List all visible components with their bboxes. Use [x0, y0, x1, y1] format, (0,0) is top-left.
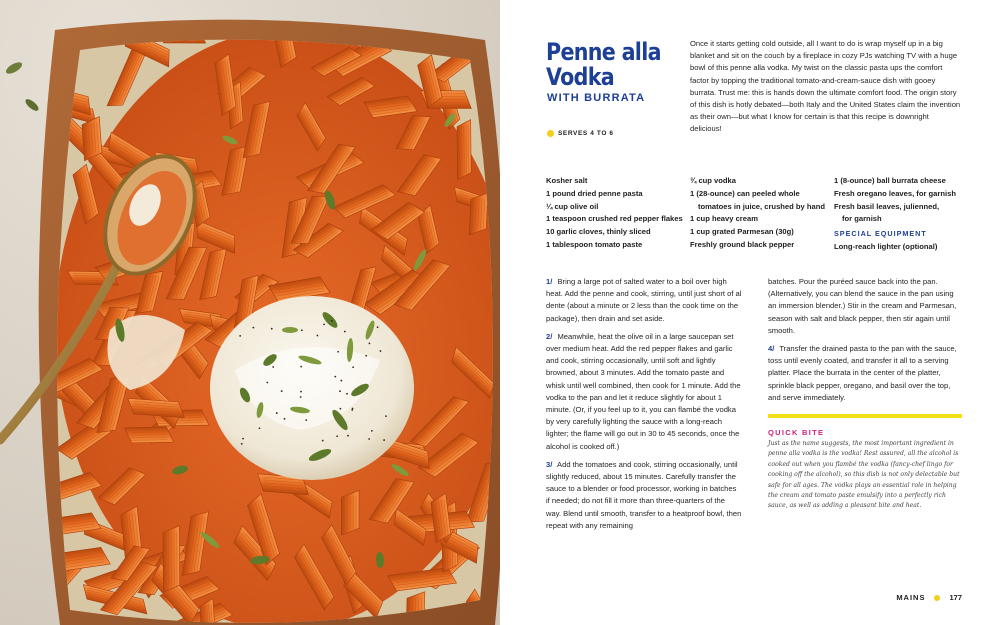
ingredient-item: 1 tablespoon tomato paste	[546, 239, 643, 249]
recipe-intro: Once it starts getting cold outside, all I want to do is wrap myself up in a big blanket and sit on the couch by a fireplace in cozy PJs watching TV with a huge bowl of this penne alla vodka. My twist on the classic pasta ups the comfort factor by topping the traditional tomato-and-cream-sauce dish with gooey burrata. Trust me: this is hands down the ultimate comfort food. The origin story of this dish is hotly debated—both Italy and the United States claim the invention as their own—but what I know for certain is that this recipe is downright delicious!	[690, 39, 961, 134]
quick-bite-heading: QUICK BITE	[768, 428, 825, 437]
ingredient-item: Fresh basil leaves, julienned,	[834, 201, 940, 211]
ingredient-item: Freshly ground black pepper	[690, 239, 795, 249]
step-number: 2/	[546, 331, 553, 341]
step-text: Bring a large pot of salted water to a boil over high heat. Add the penne and cook, stirring, until just short of al dente (about a minute or 2 less than the cook time on the package), then drain and set aside.	[546, 277, 742, 323]
step-2	[546, 331, 742, 453]
ingredient-item: 1 (8-ounce) ball burrata cheese	[834, 176, 946, 185]
title-line-2: Vodka	[546, 63, 615, 91]
quick-bite-text: Just as the name suggests, the most important ingredient in penne alla vodka is the vodka! Rest assured, all the alcohol is cooked out when you flambé the vodka (fancy-chef lingo for cooking off the alcohol), so this dish is not only delectable but safe for all ages. The vodka plays an essential role in helping the cream and tomato paste emulsify into a perfectly rich sauce, as well as adding a pleasant bite and heat.	[768, 440, 960, 510]
ingredient-item: Fresh oregano leaves, for garnish	[834, 188, 956, 198]
title-line-1: Penne alla	[546, 38, 661, 66]
ingredient-item-continuation: tomatoes in juice, crushed by hand	[698, 201, 826, 211]
step-text: Add the tomatoes and cook, stirring occasionally, until slightly reduced, about 15 minutes. Carefully transfer the sauce to a blender or food processor, working in batches if needed; do not fill it more than three-quarters of the way. Blend until smooth, transfer to a heatproof bowl, then repeat with any remaining	[546, 459, 742, 530]
step-1	[546, 276, 742, 325]
step-text: Transfer the drained pasta to the pan with the sauce, toss until evenly coated, and transfer it all to a serving platter. Place the burrata in the center of the platter, sprinkle black pepper, oregano, and basil over the top, and serve immediately.	[768, 344, 957, 402]
step-text: Meanwhile, heat the olive oil in a large saucepan set over medium heat. Add the red pepper flakes and garlic and cook, stirring occasionally, until soft and lightly browned, about 3 minutes. Add the tomato paste and whisk until well combined, then cook for 1 minute. Add the vodka to the pan and let it reduce slightly for about 1 minute. (Or, if you feel up to it, you can flambé the vodka by very carefully lighting the sauce with a long-reach lighter; the flame will go out in 30 to 45 seconds, once the alcohol is cooked off.)	[546, 331, 741, 451]
equipment-heading: SPECIAL EQUIPMENT	[834, 229, 927, 239]
steps-column-left	[546, 276, 742, 538]
step-3-continued	[768, 276, 964, 337]
step-3	[546, 459, 742, 532]
ingredient-item: 10 garlic cloves, thinly sliced	[546, 227, 651, 237]
ingredient-item: ¼ cup olive oil	[546, 201, 599, 211]
ingredient-item: 1 cup heavy cream	[690, 214, 758, 224]
ingredient-item: 1 (28-ounce) can peeled whole	[690, 188, 800, 198]
section-label: MAINS	[896, 593, 926, 602]
recipe-subtitle: WITH BURRATA	[547, 92, 646, 104]
step-number: 4/	[768, 344, 775, 354]
page-number: 177	[949, 593, 962, 602]
ingredient-item: 1 pound dried penne pasta	[546, 188, 643, 198]
equipment-item: Long-reach lighter (optional)	[834, 241, 938, 251]
step-number: 1/	[546, 277, 553, 286]
page-footer	[896, 593, 962, 602]
recipe-title	[546, 40, 661, 90]
serves-text: SERVES 4 TO 6	[558, 130, 614, 137]
steps-column-right	[768, 276, 964, 410]
quick-bite-rule	[768, 414, 962, 418]
serves-info	[547, 130, 614, 137]
ingredients-column-2	[690, 175, 830, 252]
footer-dot-icon	[934, 595, 940, 601]
ingredients-column-1	[546, 175, 696, 252]
ingredient-item-continuation: for garnish	[842, 214, 882, 224]
ingredient-item: 1 cup grated Parmesan (30g)	[690, 227, 794, 237]
ingredient-item: Kosher salt	[546, 176, 588, 185]
ingredient-item: ¾ cup vodka	[690, 176, 737, 185]
step-4	[768, 343, 964, 404]
bullet-dot-icon	[547, 130, 554, 137]
ingredients-column-3	[834, 175, 964, 254]
step-number: 3/	[546, 459, 553, 469]
step-text: batches. Pour the puréed sauce back into the pan. (Alternatively, you can blend the sauce in the pan using an immersion blender.) Stir in the cream and Parmesan, season with salt and black pepper, then stir again until smooth.	[768, 277, 957, 335]
recipe-page	[500, 0, 1000, 625]
ingredient-item: 1 teaspoon crushed red pepper flakes	[546, 214, 683, 224]
